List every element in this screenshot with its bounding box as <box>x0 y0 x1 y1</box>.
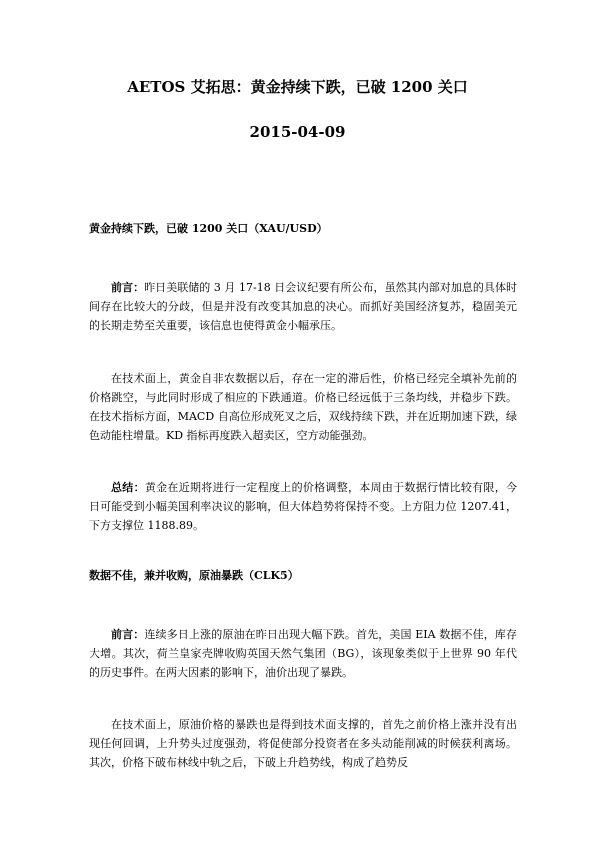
section-heading-gold: 黄金持续下跌，已破 1200 关口（XAU/USD） <box>89 222 328 235</box>
gold-preface-text: 昨日美联储的 3 月 17-18 日会议纪要有所公布，虽然其内部对加息的具体时间存在比较大的分歧，但是并没有改变其加息的决心。而抓好美国经济复苏，稳固美元的长期走势至关重要，该信息也使得黄金小幅承压。 <box>89 281 518 332</box>
document-title: AETOS 艾拓思：黄金持续下跌，已破 1200 关口 <box>127 78 468 96</box>
section-heading-oil: 数据不佳，兼并收购，原油暴跌（CLK5） <box>89 569 299 582</box>
gold-summary-paragraph <box>89 478 517 535</box>
oil-preface-text: 连续多日上涨的原油在昨日出现大幅下跌。首先，美国 EIA 数据不佳，库存大增。其次，荷兰皇家壳牌收购英国天然气集团（BG），该现象类似于上世界 90 年代的历史事件。在两大因素的影响下，油价出现了暴跌。 <box>89 628 518 679</box>
gold-technical-paragraph <box>89 369 517 445</box>
gold-technical-text: 在技术面上，黄金自非农数据以后，存在一定的滞后性，价格已经完全填补先前的价格跳空，与此同时形成了相应的下跌通道。价格已经远低于三条均线，并稳步下跌。在技术指标方面，MACD 自高位形成死叉之后，双线持续下跌，并在近期加速下跌，绿色动能柱增量。KD 指标再度跌入超卖区，空方动能强劲。 <box>89 372 517 442</box>
gold-summary-text: 黄金在近期将进行一定程度上的价格调整，本周由于数据行情比较有限，今日可能受到小幅美国利率决议的影响，但大体趋势将保持不变。上方阻力位 1207.41，下方支撑位 1188.89。 <box>89 481 517 532</box>
oil-preface-label: 前言： <box>111 628 145 641</box>
oil-technical-text: 在技术面上，原油价格的暴跌也是得到技术面支撑的，首先之前价格上涨并没有出现任何回调，上升势头过度强劲，将促使部分投资者在多头动能削减的时候获利离场。其次，价格下破布林线中轨之后，下破上升趋势线，构成了趋势反 <box>89 718 517 769</box>
oil-technical-paragraph <box>89 715 517 772</box>
gold-preface-paragraph <box>89 278 517 335</box>
gold-summary-label: 总结： <box>111 481 145 494</box>
gold-preface-label: 前言： <box>111 281 145 294</box>
oil-preface-paragraph <box>89 625 517 682</box>
document-date: 2015-04-09 <box>249 123 346 141</box>
